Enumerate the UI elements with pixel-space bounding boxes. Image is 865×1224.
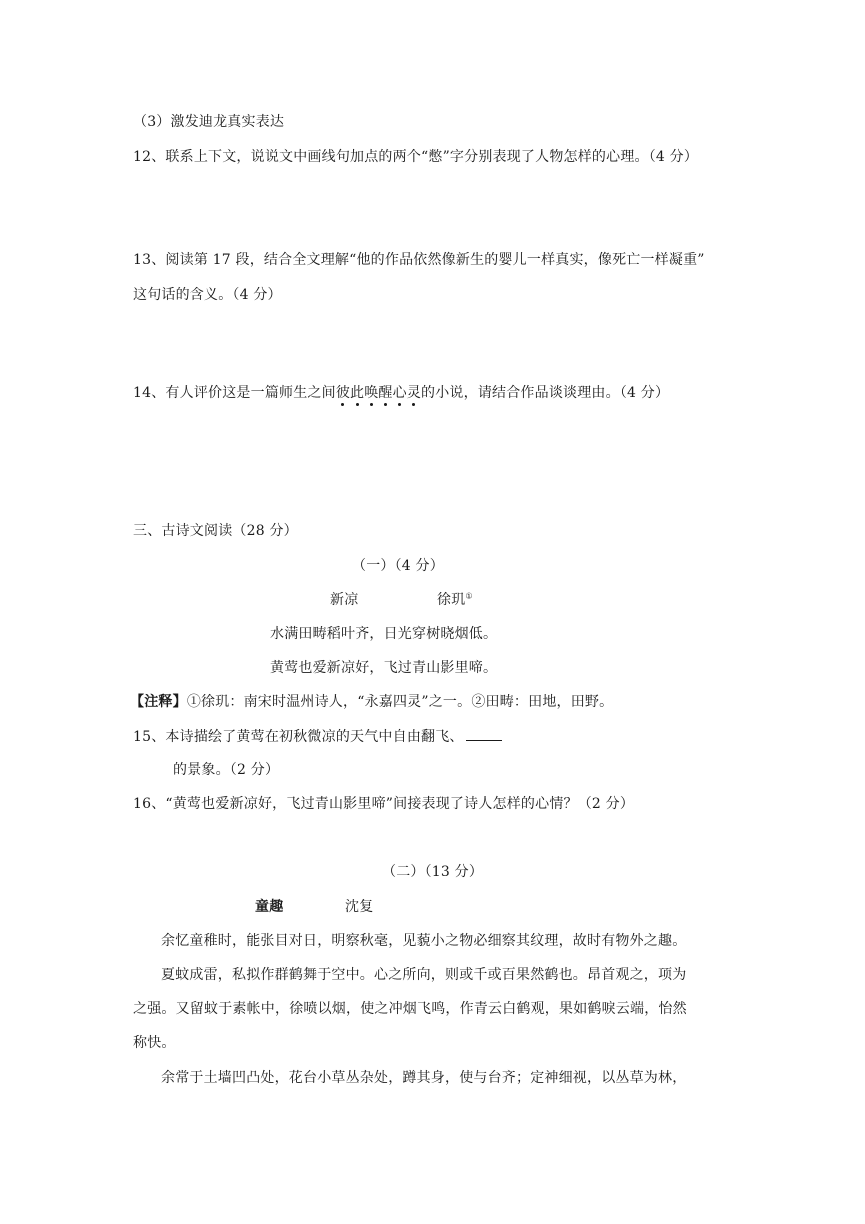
question-13-line-2: 这句话的含义。（4 分） <box>133 287 282 303</box>
answer-item-3: （3）激发迪龙真实表达 <box>133 114 285 130</box>
essay-title: 童趣 <box>255 899 284 915</box>
poem-author <box>437 590 473 610</box>
subsection-1-title: （一）（4 分） <box>352 558 444 574</box>
question-14-post: 的小说，请结合作品谈谈理由。（4 分） <box>421 385 670 401</box>
annotation-text: ①徐玑：南宋时温州诗人，“永嘉四灵”之一。②田畴：田地，田野。 <box>186 694 614 710</box>
question-15-text: 15、本诗描绘了黄莺在初秋微凉的天气中自由翻飞、 <box>133 729 464 745</box>
footnote-marker: ① <box>465 591 473 601</box>
emphasis-dots <box>336 403 421 409</box>
question-13-line-1: 13、阅读第 17 段，结合全文理解“他的作品依然像新生的婴儿一样真实，像死亡一样凝重” <box>133 252 705 268</box>
emphasized-phrase-text: 彼此唤醒心灵 <box>335 385 422 401</box>
answer-blank <box>466 726 502 741</box>
essay-author: 沈复 <box>345 899 374 915</box>
question-12: 12、联系上下文，说说文中画线句加点的两个“憋”字分别表现了人物怎样的心理。（4 分） <box>133 149 699 165</box>
poem-line-1: 水满田畴稻叶齐，日光穿树晓烟低。 <box>270 626 498 642</box>
question-16: 16、“黄莺也爱新凉好，飞过青山影里啼”间接表现了诗人怎样的心情？（2 分） <box>133 796 635 812</box>
essay-paragraph-3: 余常于土墙凹凸处，花台小草丛杂处，蹲其身，使与台齐；定神细视，以丛草为林， <box>161 1070 687 1086</box>
essay-paragraph-2-line-1: 夏蚊成雷，私拟作群鹤舞于空中。心之所向，则或千或百果然鹤也。昂首观之，项为 <box>161 967 687 983</box>
poem-title: 新凉 <box>330 592 359 608</box>
question-14-pre: 14、有人评价这是一篇师生之间 <box>133 385 336 401</box>
question-14 <box>133 383 669 403</box>
section-title: 三、古诗文阅读（28 分） <box>133 523 298 539</box>
question-15-line-2: 的景象。（2 分） <box>173 762 280 778</box>
essay-paragraph-2-line-3: 称快。 <box>133 1035 176 1051</box>
emphasized-phrase <box>336 383 421 403</box>
essay-paragraph-1: 余忆童稚时，能张目对日，明察秋毫，见藐小之物必细察其纹理，故时有物外之趣。 <box>161 933 687 949</box>
poem-author-name: 徐玑 <box>437 592 466 608</box>
subsection-2-title: （二）（13 分） <box>382 864 484 880</box>
annotation-label: 【注释】 <box>130 694 187 710</box>
essay-paragraph-2-line-2: 之强。又留蚊于素帐中，徐喷以烟，使之冲烟飞鸣，作青云白鹤观，果如鹤唳云端，怡然 <box>133 1001 687 1017</box>
poem-line-2: 黄莺也爱新凉好，飞过青山影里啼。 <box>270 660 498 676</box>
question-15-line-1 <box>133 726 502 747</box>
annotation <box>130 692 613 712</box>
